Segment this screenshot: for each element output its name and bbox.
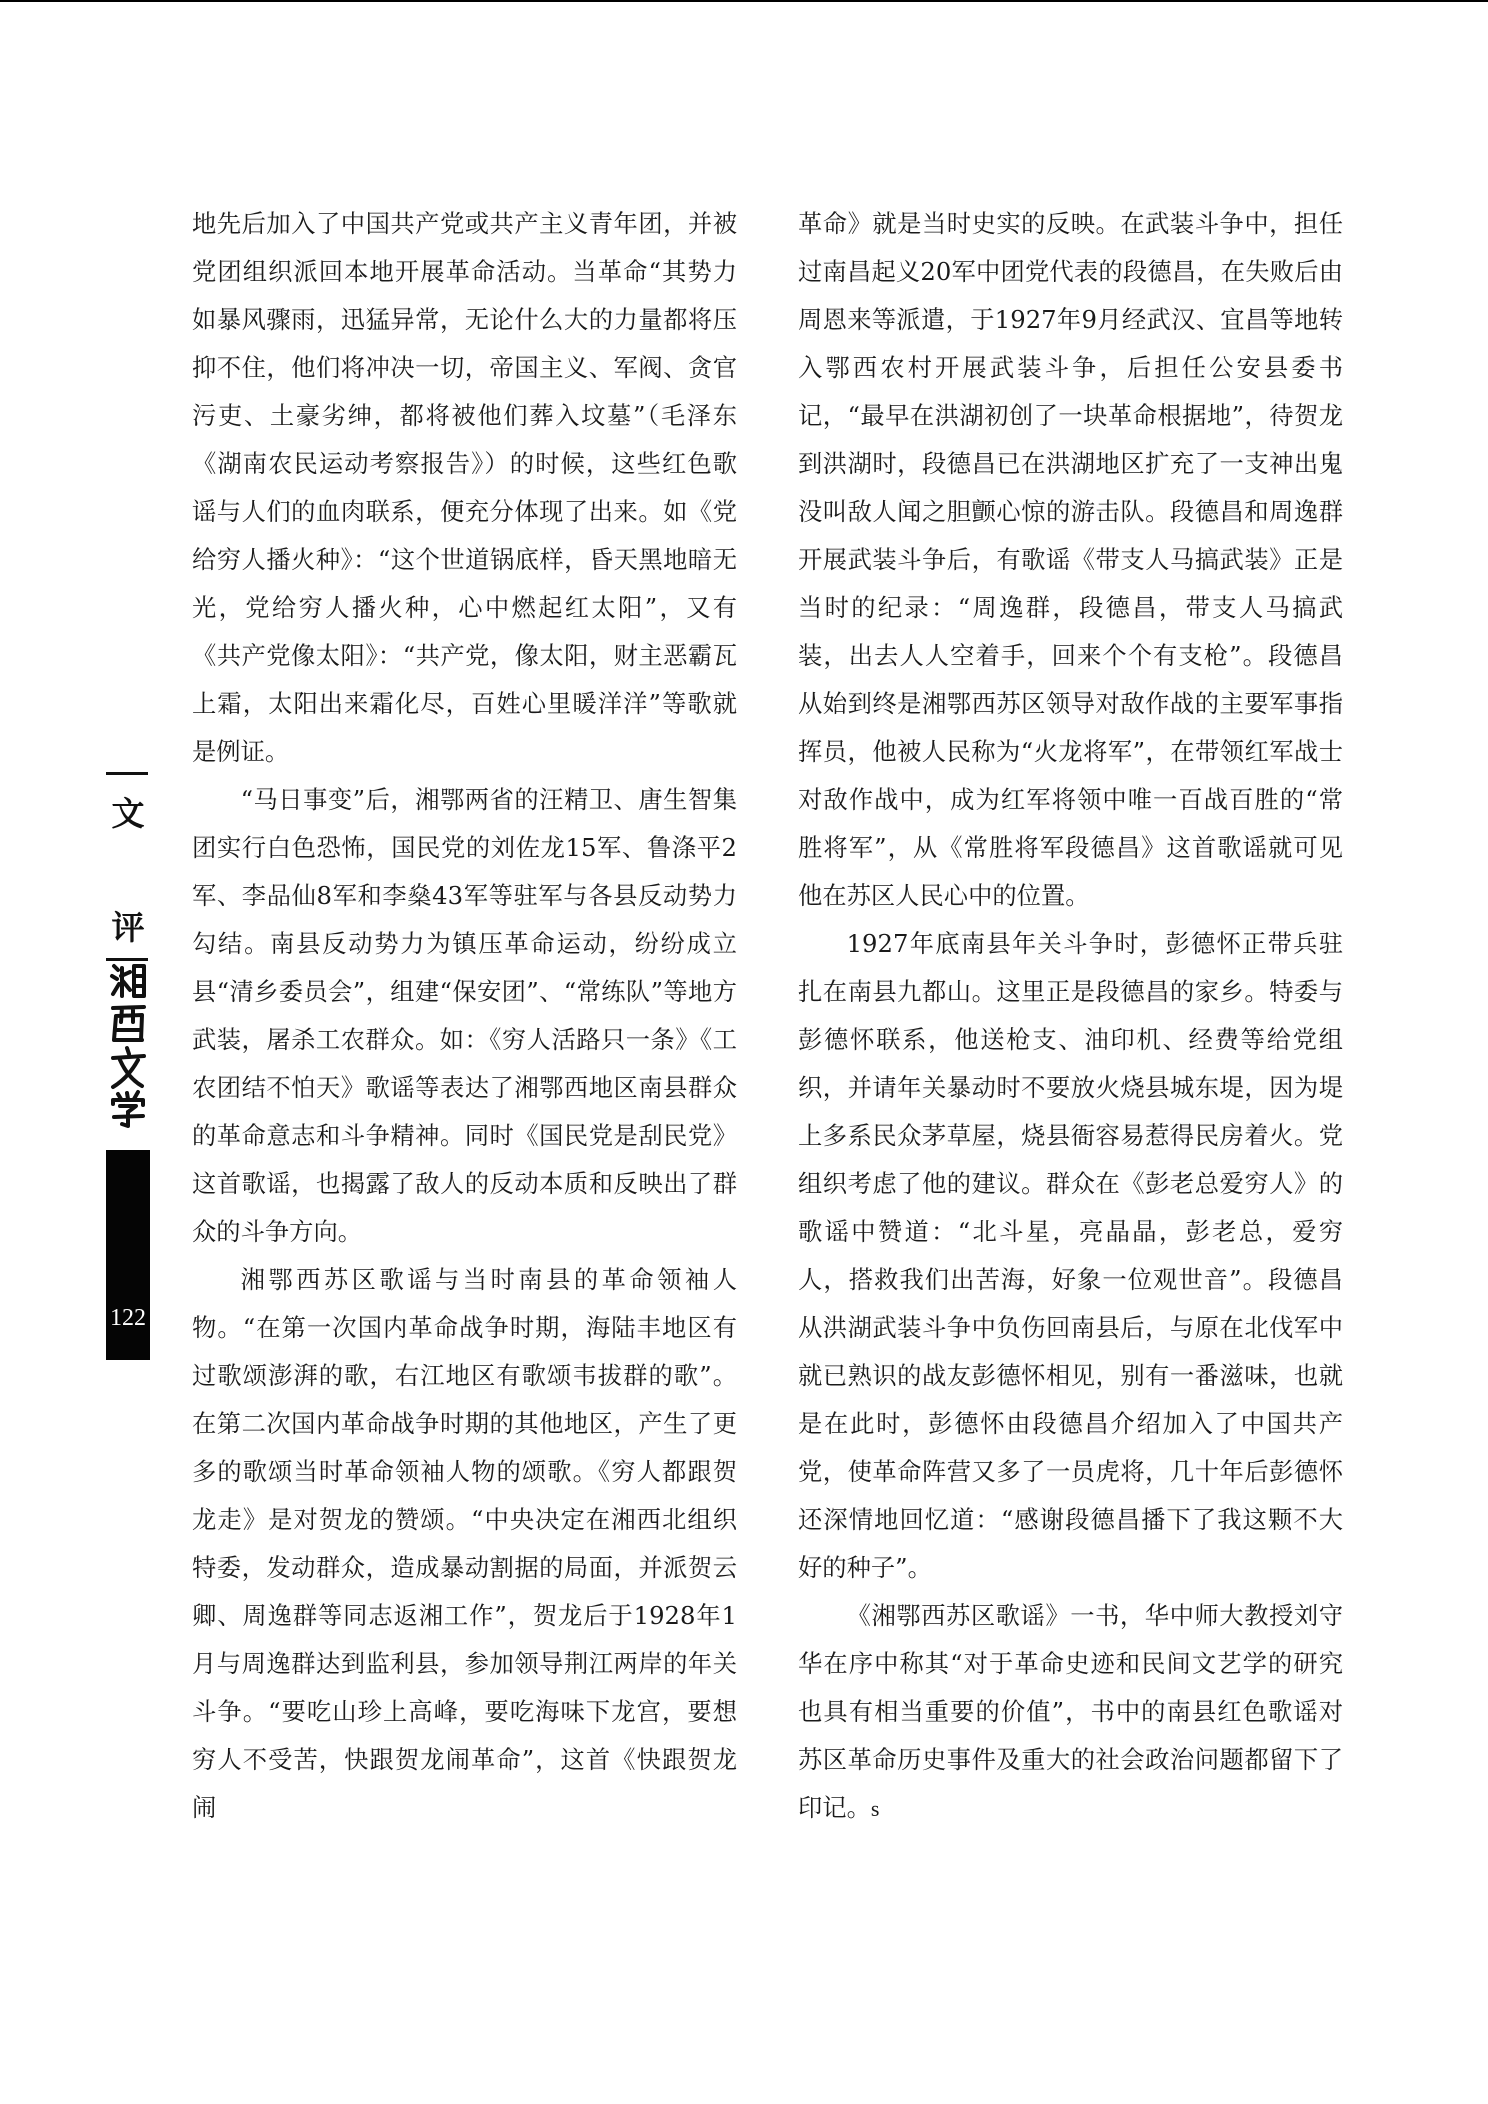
left-column <box>192 200 737 1900</box>
right-paragraph: 1927年底南县年关斗争时，彭德怀正带兵驻扎在南县九都山。这里正是段德昌的家乡。特委与彭德怀联系，他送枪支、油印机、经费等给党组织，并请年关暴动时不要放火烧县城东堤，因为堤上多系民众茅草屋，烧县衙容易惹得民房着火。党组织考虑了他的建议。群众在《彭老总爱穷人》的歌谣中赞道：“北斗星，亮晶晶，彭老总，爱穷人，搭救我们出苦海，好象一位观世音”。段德昌从洪湖武装斗争中负伤回南县后，与原在北伐军中就已熟识的战友彭德怀相见，别有一番滋味，也就是在此时，彭德怀由段德昌介绍加入了中国共产党，使革命阵营又多了一员虎将，几十年后彭德怀还深情地回忆道：“感谢段德昌播下了我这颗不大好的种子”。 <box>798 929 1343 1582</box>
right-column <box>798 200 1343 1900</box>
right-paragraph: 革命》就是当时史实的反映。在武装斗争中，担任过南昌起义20军中团党代表的段德昌，在失败后由周恩来等派遣，于1927年9月经武汉、宜昌等地转入鄂西农村开展武装斗争，后担任公安县委书记，“最早在洪湖初创了一块革命根据地”，待贺龙到洪湖时，段德昌已在洪湖地区扩充了一支神出鬼没叫敌人闻之胆颤心惊的游击队。段德昌和周逸群开展武装斗争后，有歌谣《带支人马搞武装》正是当时的纪录：“周逸群，段德昌，带支人马搞武装，出去人人空着手，回来个个有支枪”。段德昌从始到终是湘鄂西苏区领导对敌作战的主要军事指挥员，他被人民称为“火龙将军”，在带领红军战士对敌作战中，成为红军将领中唯一百战百胜的“常胜将军”，从《常胜将军段德昌》这首歌谣就可见他在苏区人民心中的位置。 <box>798 209 1343 910</box>
right-paragraph <box>798 1592 1343 1833</box>
section-char-ping: 评 <box>111 908 145 947</box>
page-number-box <box>106 1150 150 1360</box>
tab-dash-top <box>106 772 148 775</box>
left-paragraph: 地先后加入了中国共产党或共产主义青年团，并被党团组织派回本地开展革命活动。当革命“其势力如暴风骤雨，迅猛异常，无论什么大的力量都将压抑不住，他们将冲决一切，帝国主义、军阀、贪官污吏、土豪劣绅，都将被他们葬入坟墓”（毛泽东《湖南农民运动考察报告》）的时候，这些红色歌谣与人们的血肉联系，便充分体现了出来。如《党给穷人播火种》：“这个世道锅底样，昏天黑地暗无光，党给穷人播火种，心中燃起红太阳”，又有《共产党像太阳》：“共产党，像太阳，财主恶霸瓦上霜，太阳出来霜化尽，百姓心里暖洋洋”等歌就是例证。 <box>192 209 737 766</box>
left-paragraph: “马日事变”后，湘鄂两省的汪精卫、唐生智集团实行白色恐怖，国民党的刘佐龙15军、鲁涤平2军、李品仙8军和李燊43军等驻军与各县反动势力勾结。南县反动势力为镇压革命运动，纷纷成立县“清乡委员会”，组建“保安团”、“常练队”等地方武装，屠杀工农群众。如：《穷人活路只一条》《工农团结不怕天》歌谣等表达了湘鄂西地区南县群众的革命意志和斗争精神。同时《国民党是刮民党》这首歌谣，也揭露了敌人的反动本质和反映出了群众的斗争方向。 <box>192 785 737 1246</box>
left-paragraph: 湘鄂西苏区歌谣与当时南县的革命领袖人物。“在第一次国内革命战争时期，海陆丰地区有过歌颂澎湃的歌，右江地区有歌颂韦拔群的歌”。在第二次国内革命战争时期的其他地区，产生了更多的歌颂当时革命领袖人物的颂歌。《穷人都跟贺龙走》是对贺龙的赞颂。“中央决定在湘西北组织特委，发动群众，造成暴动割据的局面，并派贺云卿、周逸群等同志返湘工作”，贺龙后于1928年1月与周逸群达到监利县，参加领导荆江两岸的年关斗争。“要吃山珍上高峰，要吃海味下龙宫，要想穷人不受苦，快跟贺龙闹革命”，这首《快跟贺龙闹 <box>192 1265 737 1822</box>
closing-paragraph-text: 《湘鄂西苏区歌谣》一书，华中师大教授刘守华在序中称其“对于革命史迹和民间文艺学的研究也具有相当重要的价值”，书中的南县红色歌谣对苏区革命历史事件及重大的社会政治问题都留下了印记。 <box>798 1601 1343 1822</box>
page-number: 122 <box>110 1305 146 1331</box>
end-mark: s <box>870 1796 880 1821</box>
section-char-wen: 文 <box>111 794 145 833</box>
top-border-rule <box>0 0 1488 2</box>
journal-logo-calligraphy <box>108 960 148 1130</box>
